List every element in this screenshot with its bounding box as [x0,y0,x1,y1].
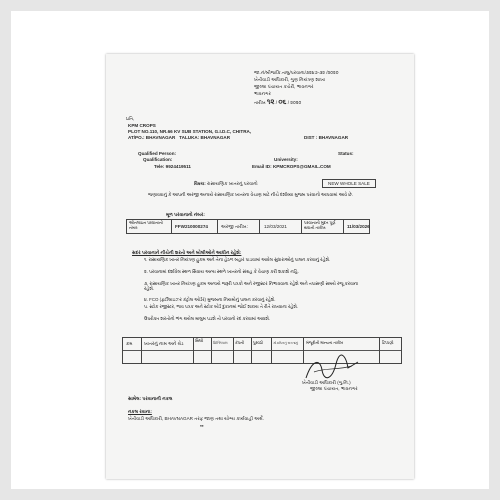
email-label: Email ID: [252,164,272,169]
signatory-title: ખેતીવાડી અધિકારી (ગુ.નિ.) [302,380,351,385]
condition-1: ૧. રાસાયણિક ખાતર નિયંત્રણ હુકમ અને તેના હેઠળ બહાર પાડવામાં આવેલ સુધારાઓનું પાલન કરવાનું રહેશે. [144,257,331,262]
col-principal: પ્રિન્સિપાલ [213,341,228,345]
application-date: 12/03/2021 [264,224,287,229]
firm-address: PLOT NO.110, NR.66 KV SUB STATION, G.I.D.C, CHITRA, [128,129,252,134]
qualification-label: Qualification: [143,157,173,162]
expiry-date-label: પરવાનાની મુદત પૂર્ણ થવાની તારીખ: [304,220,336,230]
col-fertilizer: ખાતરનું નામ અને ગ્રેડ [144,341,184,346]
office-date: તારીખ ૧૨ / ૦૬ / ૨૦૨૦ [254,97,302,106]
col-company: કંપની [235,341,245,345]
new-wholesale-badge: NEW WHOLE SALE [322,179,376,188]
subject-line [194,181,258,186]
col-serial: ક્રમ [126,341,133,346]
tele-label: Tele: [154,164,165,169]
taluka-value: BHAVNAGAR [200,135,231,140]
online-license-label: ઓનલાઇન પરવાનાનો નંબર: [129,220,163,230]
signatory-office: જીલ્લા પંચાયત, ભાવનગર [310,386,358,391]
university-label: University: [274,157,298,162]
dist-label: DIST : [304,135,318,140]
col-remarks: ટિપ્પણી [382,341,394,345]
tele-value: 9924419511 [165,164,191,169]
license-document [106,54,414,479]
dist-value: BHAVNAGAR [318,135,349,140]
subject-text: રાસાયણિક ખાતરનું પરવાનો [207,181,258,186]
col-supply: પુરવઠો [253,341,263,345]
application-date-label: અરજી તારીખ: [221,224,248,229]
taluka-label: TALUKA: [179,135,200,140]
firm-district [304,135,348,140]
office-line-1: જા.નં/બીજ/ક્રિ.તાલુ/પરવાના/૩૨૪૭-૩૨ /૨૦૨૦ [254,70,339,75]
at-po-value: BHAVNAGAR [145,135,176,140]
col-seal: સિક્કો [195,339,204,343]
online-license-number: FFW210000274 [175,224,208,229]
date-day: ૧૨ [266,97,275,106]
license-label: મૂળ પરવાનાનો નંબર: [166,212,205,217]
office-line-3: જીલ્લા પંચાયત કચેરી, ભાવનગર [254,84,314,89]
enclosure-line: સામેલ: પરવાનાની નકલ [128,396,173,401]
condition-2: ૨. પરવાનામાં દર્શાવેલ સ્થળ સિવાય અન્ય સ્થળે ખાતરનો સંગ્રહ કે વેચાણ કરી શકાશે નહિ. [144,269,299,274]
license-table [126,219,370,234]
condition-3: ૩. રાસાયણિક ખાતર નિયંત્રણ હુકમ અન્વયે જરૂરી પત્રકો અને રજીસ્ટર નિભાવવાના રહેશે અને તપાસણી સમયે રજૂ કરવાના રહેશે. [144,281,359,292]
body-paragraph: જણાવવાનું કે આપની અરજી અન્વયે રાસાયણિક ખાતરના વેચાણ માટે નીચે દર્શાવ્યા મુજબ પરવાનો આપવામાં આવે છે. [148,192,353,197]
photo-frame [11,11,489,489]
qualified-label: Qualified Person: [138,151,177,156]
tele-row [154,164,191,169]
condition-6: ઉપરોક્ત શરતોનો ભંગ થયેલ માલુમ પડશે તો પરવાનો રદ કરવામાં આવશે. [144,316,271,321]
office-line-4: ભાવનગર [254,91,271,96]
at-po-label: AT/PO.: [128,135,145,140]
col-godown: ગોડાઉનનું સરનામું [273,341,298,345]
firm-name: KPM CROPS [128,123,156,128]
firm-location [128,135,230,140]
condition-4: ૪. FCO (ફર્ટીલાઇઝર કંટ્રોલ ઓર્ડર) મુજબના નિયમોનું પાલન કરવાનું રહેશે. [144,297,276,302]
date-label: તારીખ [254,100,266,105]
conditions-title: સદર પરવાનાને નીચેની શરતો અને બોલીઓને આધીન રહેશે: [132,250,242,255]
copy-text: ખેતીવાડી અધિકારી, BHAVNAGAR તરફ જાણ તથા યોગ્ય કાર્યવાહી અર્થે. [128,416,264,421]
condition-5: ૫. સ્ટોક રજીસ્ટર, ભાવ પત્રક અને સ્ટોક બોર્ડ દુકાનમાં જોઈ શકાય તે રીતે રાખવાના રહેશે. [144,304,298,309]
expiry-date: 11/03/2026 [347,224,370,229]
to-label: પ્રતિ, [126,116,135,121]
office-line-2: ખેતીવાડી અધિકારી, ગુણ નિયંત્રણ શાખા [254,77,326,82]
col-validity: મંજૂરીની માન્યતા તારીખ [306,341,344,345]
copy-label: નકલ રવાના: [128,409,152,414]
date-year: ૨૦૨૦ [290,100,302,105]
email-row [252,164,331,169]
footer-mark: ** [200,424,204,429]
subject-label: વિષય: [194,181,206,186]
date-month: ૦૬ [278,97,287,106]
status-label: Status: [338,151,354,156]
email-value: KPMCROPS@GMAIL.COM [272,164,331,169]
